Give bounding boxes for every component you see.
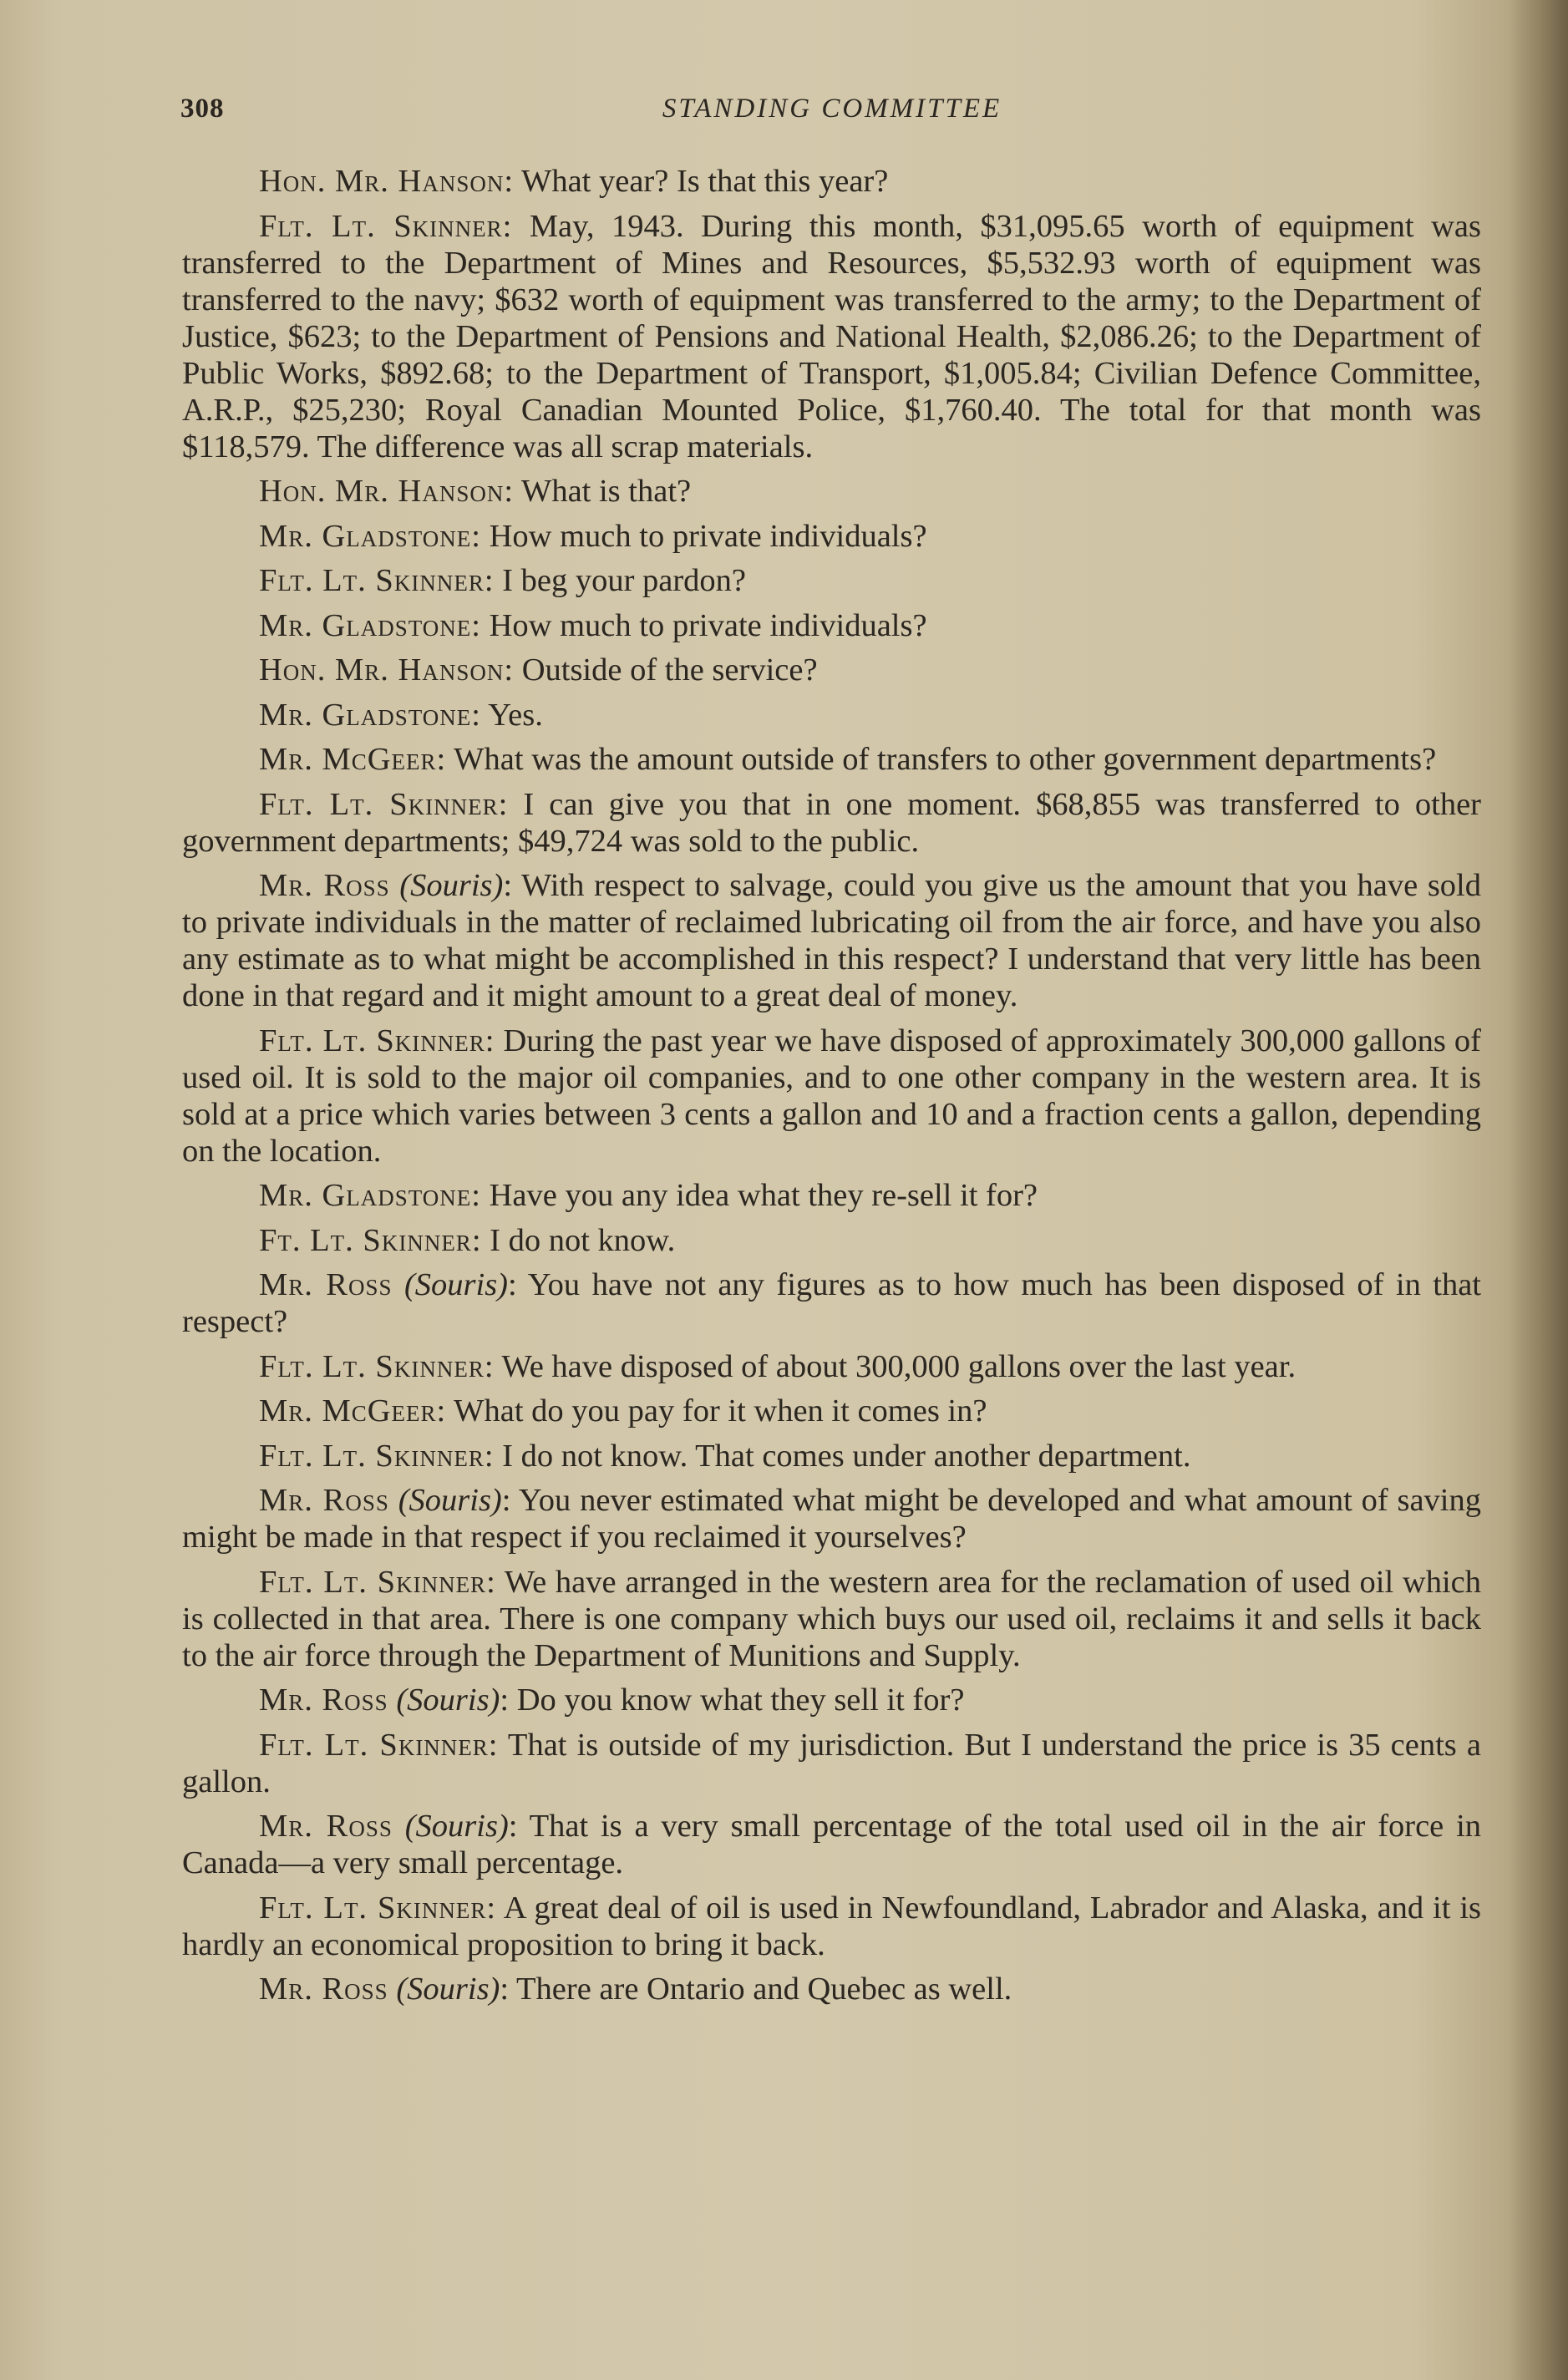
speaker-riding: (Souris): [399, 868, 504, 903]
speaker-name: Mr. Ross: [259, 1809, 393, 1844]
speech-text: What do you pay for it when it comes in?: [446, 1393, 987, 1429]
transcript-body: [182, 163, 1481, 2016]
speaker-name: Flt. Lt. Skinner:: [259, 1890, 497, 1926]
transcript-paragraph: [182, 1971, 1481, 2007]
speech-text: Outside of the service?: [514, 652, 818, 688]
transcript-paragraph: [182, 652, 1481, 688]
transcript-paragraph: [182, 867, 1481, 1014]
speaker-name: Mr. Ross: [259, 1971, 388, 2007]
speech-text: I do not know. That comes under another department.: [494, 1438, 1191, 1474]
page-header: [180, 94, 1484, 135]
speaker-riding: (Souris): [398, 1483, 502, 1518]
speaker-name: Ft. Lt. Skinner:: [259, 1222, 482, 1258]
speech-text: : You have not any figures as to how much has been disposed of in that respect?: [182, 1267, 1481, 1339]
speaker-name: Hon. Mr. Hanson:: [259, 474, 515, 509]
speech-text: : You never estimated what might be developed and what amount of saving might be made in that respect if you reclaimed it yourselves?: [182, 1483, 1481, 1555]
transcript-paragraph: [182, 1890, 1481, 1963]
speaker-name: Mr. Ross: [259, 1267, 393, 1302]
speech-text: I can give you that in one moment. $68,855 was transferred to other government departments; $49,724 was sold to the public.: [182, 786, 1481, 859]
transcript-paragraph: [182, 1564, 1481, 1674]
speech-text: A great deal of oil is used in Newfoundland, Labrador and Alaska, and it is hardly an economical proposition to bring it back.: [182, 1890, 1481, 1962]
speaker-name: Hon. Mr. Hanson:: [259, 164, 515, 199]
speaker-name: Mr. Gladstone:: [259, 697, 481, 733]
speaker-name: Flt. Lt. Skinner:: [259, 1564, 496, 1600]
speaker-name: Flt. Lt. Skinner:: [259, 1727, 499, 1763]
speech-text: That is outside of my jurisdiction. But I understand the price is 35 cents a gallon.: [182, 1727, 1481, 1799]
speech-text: We have arranged in the western area for the reclamation of used oil which is collected in that area. There is one company which buys our used oil, reclaims it and sells it back to the air force through the Department of Munitions and Supply.: [182, 1564, 1481, 1673]
speech-text: Yes.: [481, 697, 543, 733]
speaker-name: Flt. Lt. Skinner:: [259, 786, 509, 822]
transcript-paragraph: [182, 607, 1481, 644]
speech-text: : That is a very small percentage of the total used oil in the air force in Canada—a very small percentage.: [182, 1809, 1482, 1880]
speech-text: I do not know.: [481, 1222, 676, 1258]
transcript-paragraph: [182, 1482, 1481, 1555]
transcript-paragraph: [182, 1023, 1481, 1170]
transcript-paragraph: [182, 697, 1481, 733]
speech-text: How much to private individuals?: [481, 518, 927, 554]
speaker-name: Flt. Lt. Skinner:: [259, 208, 513, 244]
speaker-riding: (Souris): [396, 1971, 500, 2007]
speaker-name: Flt. Lt. Skinner:: [259, 1438, 495, 1474]
transcript-paragraph: [182, 1682, 1481, 1718]
transcript-paragraph: [182, 786, 1481, 860]
speaker-name: Flt. Lt. Skinner:: [259, 563, 495, 598]
speech-text: : There are Ontario and Quebec as well.: [500, 1971, 1012, 2007]
transcript-paragraph: [182, 562, 1481, 599]
transcript-paragraph: [182, 1266, 1481, 1340]
speaker-name: Mr. McGeer:: [259, 1393, 447, 1429]
transcript-paragraph: [182, 1393, 1481, 1429]
speaker-name: Mr. McGeer:: [259, 742, 447, 777]
transcript-paragraph: [182, 163, 1481, 200]
running-title: STANDING COMMITTEE: [662, 94, 1002, 124]
speech-text: : With respect to salvage, could you give us the amount that you have sold to private individuals in the matter of reclaimed lubricating oil from the air force, and have you also any estimate as to what might be accomplished in this respect? I understand that very little has been done in that regard and it might amount to a great deal of money.: [182, 868, 1482, 1013]
speech-text: May, 1943. During this month, $31,095.65 worth of equipment was transferred to the Department of Mines and Resources, $5,532.93 worth of equipment was transferred to the navy; $632 worth of equipment was transferred to the army; to the Department of Justice, $623; to the Department of Pensions and National Health, $2,086.26; to the Department of Public Works, $892.68; to the Department of Transport, $1,005.84; Civilian Defence Committee, A.R.P., $25,230; Royal Canadian Mounted Police, $1,760.40. The total for that month was $118,579. The difference was all scrap materials.: [182, 208, 1481, 464]
speaker-name: Flt. Lt. Skinner:: [259, 1023, 495, 1058]
speech-text: We have disposed of about 300,000 gallons over the last year.: [494, 1348, 1297, 1384]
speech-text: Have you any idea what they re-sell it for?: [481, 1178, 1038, 1213]
speaker-name: Mr. Ross: [259, 1483, 389, 1518]
speaker-name: Mr. Gladstone:: [259, 518, 481, 554]
speech-text: What is that?: [514, 474, 692, 509]
speech-text: During the past year we have disposed of approximately 300,000 gallons of used oil. It is sold to the major oil companies, and to one other company in the western area. It is sold at a price which varies between 3 cents a gallon and 10 and a fraction cents a gallon, depending on the location.: [182, 1023, 1481, 1169]
transcript-paragraph: [182, 208, 1481, 465]
speech-text: : Do you know what they sell it for?: [500, 1682, 965, 1718]
speech-text: What was the amount outside of transfers to other government departments?: [446, 742, 1437, 777]
speech-text: What year? Is that this year?: [514, 164, 889, 199]
transcript-paragraph: [182, 741, 1481, 778]
page-number: 308: [180, 94, 225, 124]
transcript-paragraph: [182, 1438, 1481, 1474]
speaker-name: Flt. Lt. Skinner:: [259, 1348, 495, 1384]
speech-text: How much to private individuals?: [481, 607, 927, 643]
transcript-paragraph: [182, 1727, 1481, 1800]
speaker-riding: (Souris): [404, 1809, 509, 1844]
speaker-name: Mr. Gladstone:: [259, 607, 481, 643]
page-edge-shadow: [1510, 0, 1568, 2380]
transcript-paragraph: [182, 1222, 1481, 1259]
transcript-paragraph: [182, 1348, 1481, 1385]
speaker-name: Mr. Ross: [259, 1682, 388, 1718]
speaker-name: Mr. Gladstone:: [259, 1178, 481, 1213]
speaker-riding: (Souris): [396, 1682, 500, 1718]
speaker-riding: (Souris): [403, 1267, 509, 1302]
speaker-name: Hon. Mr. Hanson:: [259, 652, 515, 688]
speech-text: I beg your pardon?: [494, 563, 747, 598]
transcript-paragraph: [182, 518, 1481, 555]
transcript-paragraph: [182, 1177, 1481, 1214]
transcript-paragraph: [182, 1808, 1481, 1881]
speaker-name: Mr. Ross: [259, 868, 390, 903]
transcript-paragraph: [182, 473, 1481, 510]
